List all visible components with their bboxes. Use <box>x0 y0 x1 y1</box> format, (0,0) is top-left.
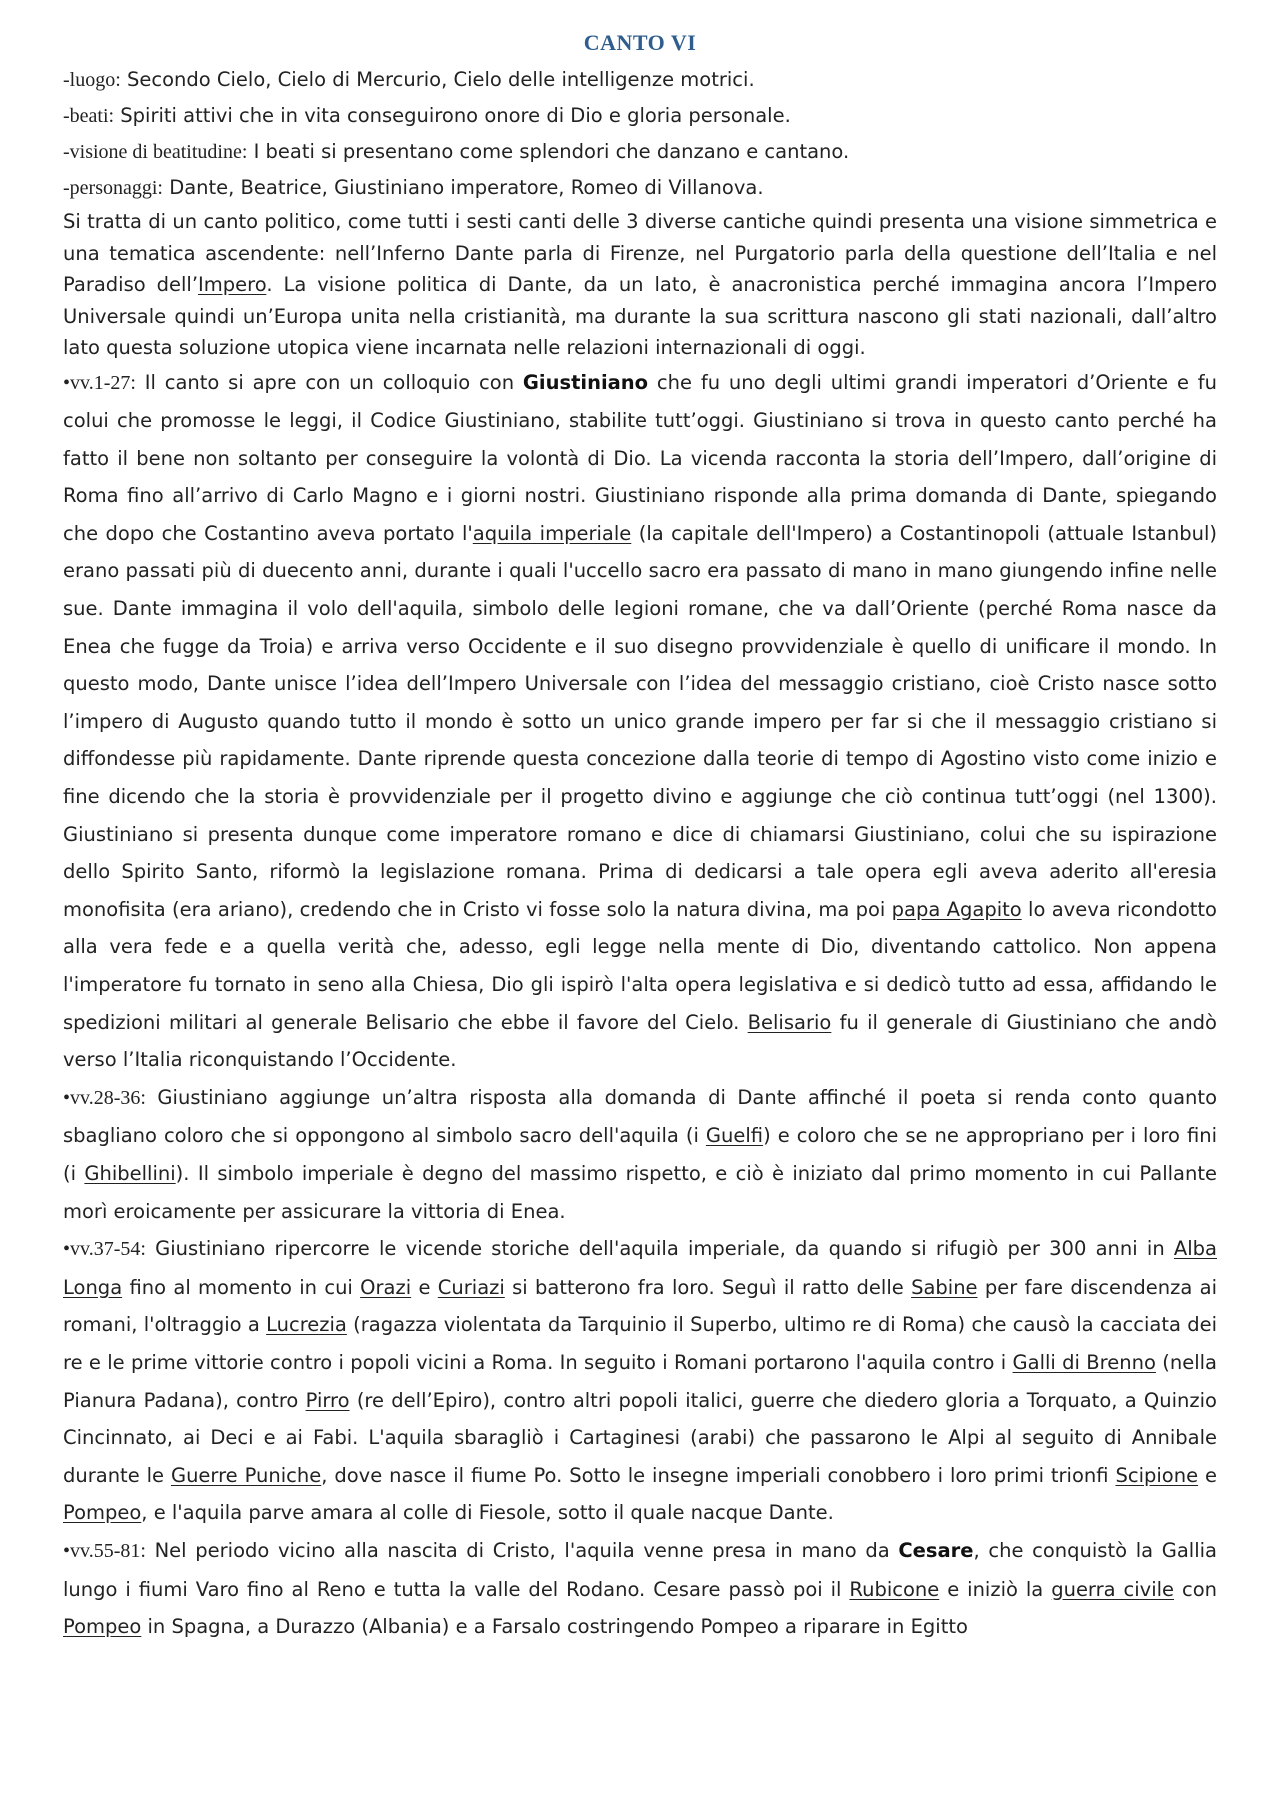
meta-text: Secondo Cielo, Cielo di Mercurio, Cielo delle intelligenze motrici. <box>126 68 755 91</box>
underlined-term: papa Agapito <box>891 897 1022 921</box>
bold-term: Giustiniano <box>522 370 649 394</box>
meta-label: -personaggi: <box>63 177 163 199</box>
section-label: •vv.37-54: <box>63 1238 146 1261</box>
meta-list <box>63 62 1217 206</box>
underlined-term: Ghibellini <box>84 1161 176 1185</box>
page-title: CANTO VI <box>583 30 697 55</box>
text-run: che fu uno degli ultimi grandi imperatori d’Oriente e fu colui che promosse le leggi, il Codice Giustiniano, stabilite tutt’oggi. Giustiniano si trova in questo canto perché ha fatto il bene non soltanto per conseguire la volontà di Dio. La vicenda racconta la storia dell’Impero, dall’origine di Roma fino all’arrivo di Carlo Magno e i giorni nostri. Giustiniano risponde alla prima domanda di Dante, spiegando che dopo che Costantino aveva portato l' <box>63 370 1218 545</box>
underlined-term: Curiazi <box>437 1275 505 1299</box>
underlined-term: Guerre Puniche <box>170 1463 322 1487</box>
section-vv-37-54 <box>63 1230 1217 1532</box>
text-run: e <box>411 1275 438 1299</box>
text-run: si batterono fra loro. Seguì il ratto delle <box>504 1275 912 1299</box>
text-run: (re dell’Epiro), contro altri popoli italici, guerre che diedero gloria a Torquato, a Quinzio Cincinnato, ai Deci e ai Fabi. L'aquila sbaragliò i Cartaginesi (arabi) che passarono le Alpi al seguito di Annibale durante le <box>63 1388 1217 1487</box>
underlined-term: Impero <box>198 273 267 296</box>
meta-beati <box>63 98 1217 134</box>
bold-term: Cesare <box>898 1538 974 1562</box>
text-run: con <box>1174 1577 1218 1601</box>
section-label: •vv.28-36: <box>63 1086 146 1109</box>
meta-text: I beati si presentano come splendori che danzano e cantano. <box>253 140 850 163</box>
meta-text: Dante, Beatrice, Giustiniano imperatore, Romeo di Villanova. <box>169 176 764 199</box>
text-run: e <box>1198 1463 1217 1487</box>
text-run: Nel periodo vicino alla nascita di Cristo, l'aquila venne presa in mano da <box>145 1538 899 1562</box>
meta-label: -visione di beatitudine: <box>63 141 248 163</box>
text-run: Il canto si apre con un colloquio con <box>135 370 523 394</box>
text-run: , dove nasce il fiume Po. Sotto le insegne imperiali conobbero i loro primi trionfi <box>321 1463 1116 1487</box>
section-vv-55-81 <box>63 1532 1217 1646</box>
text-run: Giustiniano aggiunge un’altra risposta alla domanda di Dante affinché il poeta si renda conto quanto sbagliano coloro che si oppongono al simbolo sacro dell'aquila (i <box>63 1085 1217 1148</box>
intro-paragraph <box>63 206 1217 364</box>
text-run: , e l'aquila parve amara al colle di Fiesole, sotto il quale nacque Dante. <box>141 1501 834 1525</box>
section-label: •vv.55-81: <box>63 1539 146 1562</box>
text-run: lo aveva ricondotto alla vera fede e a quella verità che, adesso, egli legge nella mente di Dio, diventando cattolico. Non appena l'imperatore fu tornato in seno alla Chiesa, Dio gli ispirò l'alta opera legislativa e si dedicò tutto ad essa, affidando le spedizioni militari al generale Belisario che ebbe il favore del Cielo. <box>63 897 1217 1034</box>
meta-label: -beati: <box>63 105 115 127</box>
text-run: fu il generale di Giustiniano che andò verso l’Italia riconquistando l’Occidente. <box>63 1010 1217 1072</box>
section-vv-28-36 <box>63 1079 1217 1230</box>
underlined-term: Lucrezia <box>266 1313 347 1337</box>
underlined-term: Pompeo <box>63 1501 142 1525</box>
document-page <box>63 30 1217 1646</box>
text-run: . La visione politica di Dante, da un lato, è anacronistica perché immagina ancora l’Impero Universale quindi un’Europa unita nella cristianità, ma durante la sua scrittura nascono gli stati nazionali, dall’altro lato questa soluzione utopica viene incarnata nelle relazioni internazionali di oggi. <box>63 273 1217 359</box>
text-run: e iniziò la <box>939 1577 1052 1601</box>
underlined-term: Sabine <box>911 1275 978 1299</box>
text-run: , che conquistò la Gallia lungo i fiumi Varo fino al Reno e tutta la valle del Rodano. Cesare passò poi il <box>63 1538 1217 1601</box>
meta-visione <box>63 134 1217 170</box>
meta-text: Spiriti attivi che in vita conseguirono onore di Dio e gloria personale. <box>120 104 791 127</box>
text-run: Giustiniano ripercorre le vicende storiche dell'aquila imperiale, da quando si rifugiò per 300 anni in <box>145 1237 1174 1261</box>
text-run: ). Il simbolo imperiale è degno del massimo rispetto, e ciò è iniziato dal primo momento in cui Pallante morì eroicamente per assicurare la vittoria di Enea. <box>63 1161 1217 1223</box>
underlined-term: Rubicone <box>849 1577 940 1601</box>
text-run: fino al momento in cui <box>122 1275 361 1299</box>
text-run: in Spagna, a Durazzo (Albania) e a Farsalo costringendo Pompeo a riparare in Egitto <box>141 1615 968 1639</box>
text-run: ) e coloro che se ne appropriano per i loro fini (i <box>63 1124 1217 1185</box>
text-run: (la capitale dell'Impero) a Costantinopoli (attuale Istanbul) erano passati più di duecento anni, durante i quali l'uccello sacro era passato di mano in mano giungendo infine nelle sue. Dante immagina il volo dell'aquila, simbolo delle legioni romane, che va dall’Oriente (perché Roma nasce da Enea che fugge da Troia) e arriva verso Occidente e il suo disegno provvidenziale è quello di unificare il mondo. In questo modo, Dante unisce l’idea dell’Impero Universale con l’idea del messaggio cristiano, cioè Cristo nasce sotto l’impero di Augusto quando tutto il mondo è sotto un unico grande impero per far si che il messaggio cristiano si diffondesse più rapidamente. Dante riprende questa concezione dalla teorie di tempo di Agostino visto come inizio e fine dicendo che la storia è provvidenziale per il progetto divino e aggiunge che ciò continua tutt’oggi (nel 1300). Giustiniano si presenta dunque come imperatore romano e dice di chiamarsi Giustiniano, colui che su ispirazione dello Spirito Santo, riformò la legislazione romana. Prima di dedicarsi a tale opera egli aveva aderito all'eresia monofisita (era ariano), credendo che in Cristo vi fosse solo la natura divina, ma poi <box>63 521 1217 921</box>
text-run: per fare discendenza ai romani, l'oltraggio a <box>63 1275 1217 1337</box>
meta-personaggi <box>63 170 1217 206</box>
text-run: Si tratta di un canto politico, come tutti i sesti canti delle 3 diverse cantiche quindi presenta una visione simmetrica e una tematica ascendente: nell’Inferno Dante parla di Firenze, nel Purgatorio parla della questione dell’Italia e nel Paradiso dell’ <box>63 210 1217 296</box>
text-run: (ragazza violentata da Tarquinio il Superbo, ultimo re di Roma) che causò la cacciata dei re e le prime vittorie contro i popoli vicini a Roma. In seguito i Romani portarono l'aquila contro i <box>63 1313 1218 1374</box>
text-run: (nella Pianura Padana), contro <box>63 1350 1217 1412</box>
underlined-term: Guelfi <box>705 1124 764 1148</box>
section-label: •vv.1-27: <box>63 371 136 394</box>
underlined-term: Pompeo <box>63 1615 142 1639</box>
meta-label: -luogo: <box>63 69 121 91</box>
underlined-term: guerra civile <box>1051 1577 1175 1601</box>
underlined-term: Scipione <box>1115 1463 1199 1487</box>
underlined-term: Pirro <box>305 1388 350 1412</box>
meta-luogo <box>63 62 1217 98</box>
underlined-term: Orazi <box>360 1275 412 1299</box>
section-vv-1-27 <box>63 364 1217 1079</box>
underlined-term: Alba Longa <box>63 1237 1217 1299</box>
underlined-term: Galli di Brenno <box>1012 1350 1156 1374</box>
underlined-term: Belisario <box>747 1010 832 1034</box>
underlined-term: aquila imperiale <box>472 521 632 545</box>
